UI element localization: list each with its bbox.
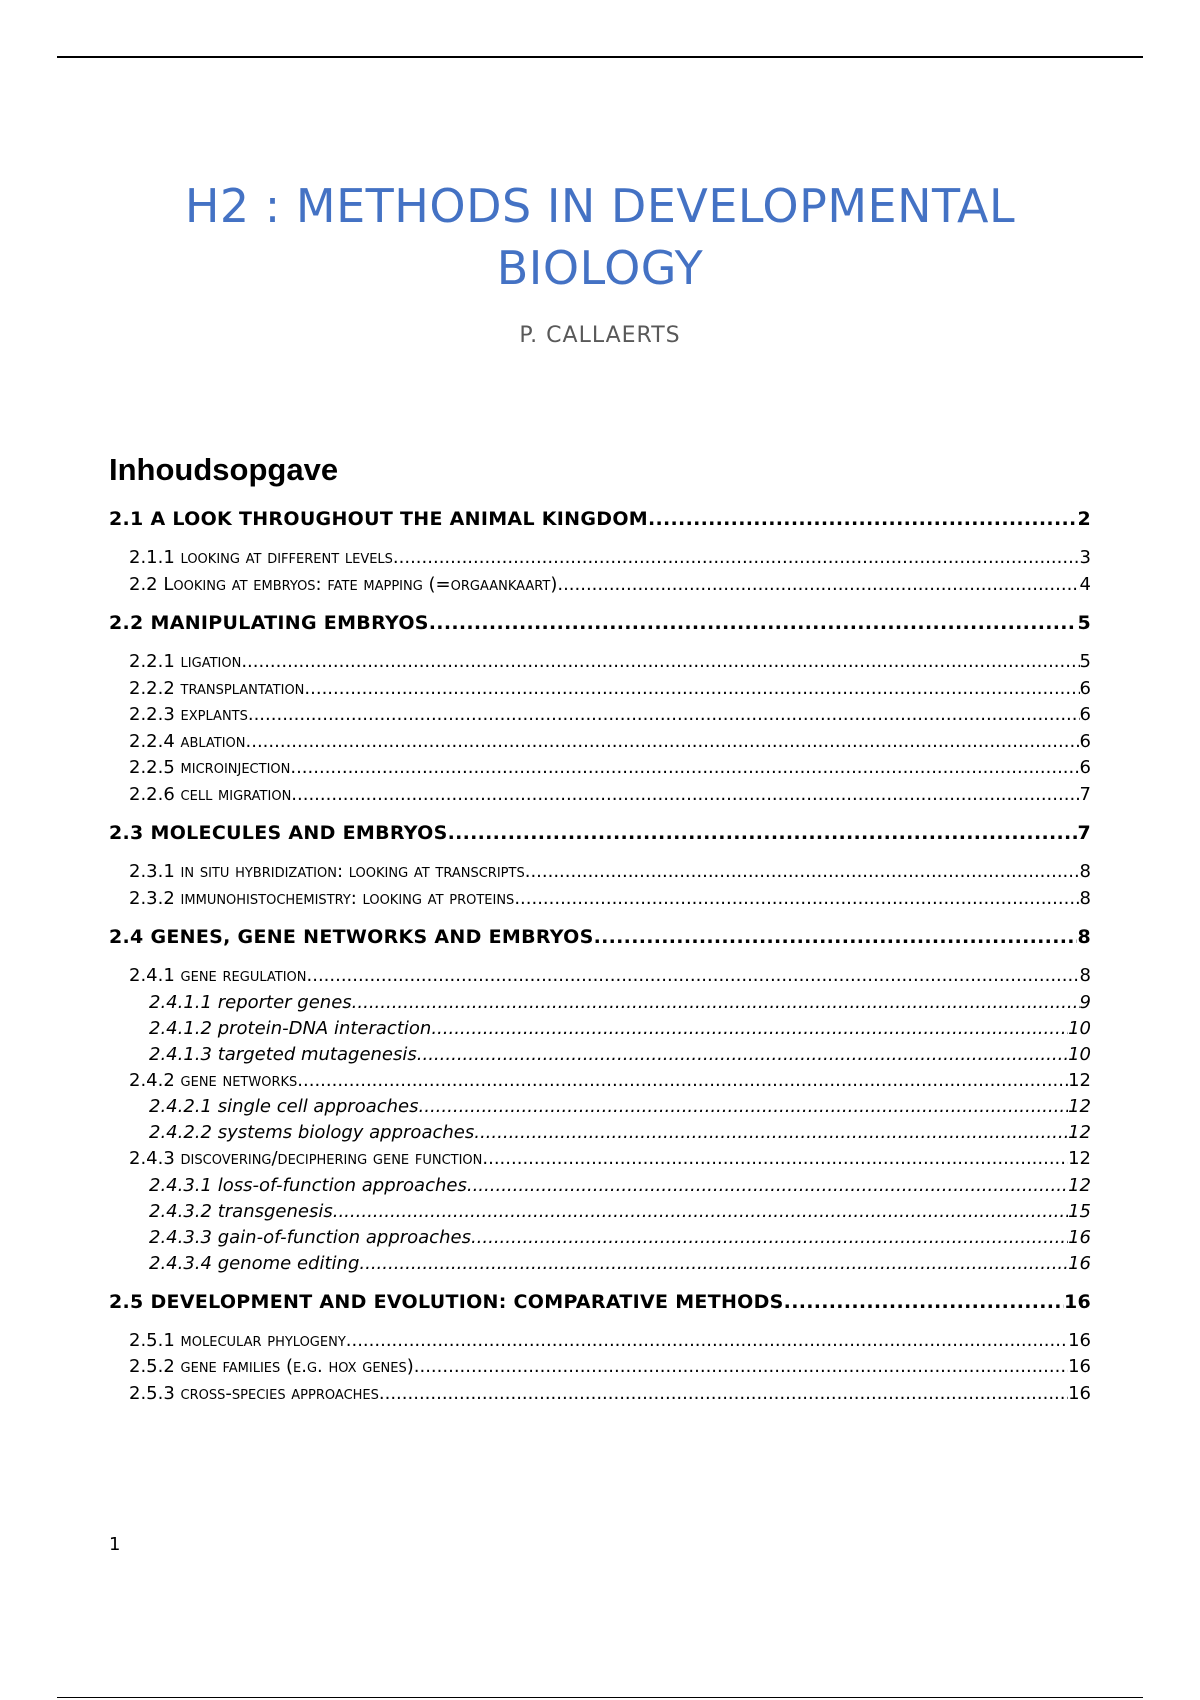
toc-entry-text: gene regulation bbox=[180, 965, 307, 986]
toc-entry-number: 2.4.1.2 bbox=[149, 1017, 212, 1039]
toc-entry-title bbox=[149, 1018, 431, 1039]
toc-subsubsection-entry[interactable] bbox=[109, 1227, 1091, 1248]
toc-dot-leader bbox=[467, 1175, 1068, 1196]
toc-subsection-entry[interactable] bbox=[109, 1356, 1091, 1377]
toc-entry-text: gene families (e.g. hox genes) bbox=[180, 1356, 414, 1377]
toc-entry-number: 2.4 bbox=[109, 926, 144, 948]
toc-page-number: 8 bbox=[1077, 926, 1091, 948]
toc-entry-number: 2.1.1 bbox=[129, 547, 175, 568]
toc-entry-number: 2.5.2 bbox=[129, 1356, 175, 1377]
toc-entry-title bbox=[129, 1070, 297, 1091]
toc-entry-title bbox=[149, 1122, 474, 1143]
toc-entry-title bbox=[129, 547, 393, 568]
toc-dot-leader bbox=[594, 926, 1078, 948]
toc-entry-title bbox=[129, 1383, 379, 1404]
toc-dot-leader bbox=[352, 992, 1080, 1013]
toc-page-number: 6 bbox=[1079, 704, 1091, 725]
toc-entry-number: 2.3 bbox=[109, 822, 144, 844]
toc-page-number: 12 bbox=[1068, 1174, 1091, 1196]
toc-dot-leader bbox=[419, 1096, 1069, 1117]
toc-entry-text: looking at different levels bbox=[180, 547, 393, 568]
toc-page-number: 6 bbox=[1079, 757, 1091, 778]
toc-entry-number: 2.4.3.2 bbox=[149, 1200, 212, 1222]
toc-entry-text: MANIPULATING EMBRYOS bbox=[150, 612, 429, 634]
toc-subsection-entry[interactable] bbox=[109, 731, 1091, 752]
toc-dot-leader bbox=[393, 547, 1080, 568]
toc-dot-leader bbox=[346, 1330, 1068, 1351]
toc-subsection-entry[interactable] bbox=[109, 888, 1091, 909]
toc-entry-title bbox=[129, 861, 525, 882]
toc-dot-leader bbox=[297, 1070, 1068, 1091]
toc-page-number: 10 bbox=[1068, 1043, 1091, 1065]
toc-dot-leader bbox=[241, 651, 1079, 672]
toc-entry-text: microinjection bbox=[180, 757, 291, 778]
toc-subsubsection-entry[interactable] bbox=[109, 1253, 1091, 1274]
toc-page-number: 12 bbox=[1068, 1069, 1091, 1091]
toc-entry-number: 2.4.2.2 bbox=[149, 1122, 212, 1143]
toc-entry-number: 2.2.2 bbox=[129, 677, 175, 699]
toc-page-number: 3 bbox=[1079, 547, 1091, 568]
toc-dot-leader bbox=[290, 757, 1079, 778]
toc-entry-title bbox=[129, 731, 246, 752]
toc-section-entry[interactable] bbox=[109, 508, 1091, 530]
toc-entry-text: MOLECULES AND EMBRYOS bbox=[150, 822, 448, 844]
toc-entry-text: discovering/deciphering gene function bbox=[180, 1148, 483, 1169]
toc-entry-title bbox=[129, 784, 291, 805]
toc-page-number: 12 bbox=[1068, 1122, 1091, 1143]
toc-subsection-entry[interactable] bbox=[109, 704, 1091, 725]
toc-entry-text: explants bbox=[180, 704, 248, 725]
toc-dot-leader bbox=[784, 1291, 1064, 1313]
toc-entry-title bbox=[129, 757, 290, 778]
document-title: H2 : METHODS IN DEVELOPMENTAL BIOLOGY bbox=[184, 179, 1016, 295]
toc-section-entry[interactable] bbox=[109, 926, 1091, 948]
toc-entry-title bbox=[109, 926, 594, 948]
toc-entry-number: 2.3.2 bbox=[129, 887, 175, 909]
toc-entry-text: transgenesis bbox=[217, 1200, 333, 1222]
toc-page-number: 16 bbox=[1068, 1252, 1091, 1274]
toc-entry-title bbox=[109, 612, 429, 634]
toc-entry-title bbox=[149, 1044, 417, 1065]
toc-entry-text: reporter genes bbox=[217, 991, 352, 1013]
toc-entry-text: cross-species approaches bbox=[180, 1382, 379, 1404]
toc-page-number: 5 bbox=[1077, 612, 1091, 634]
toc-dot-leader bbox=[431, 1018, 1068, 1039]
toc-subsection-entry[interactable] bbox=[109, 574, 1091, 595]
toc-page-number: 16 bbox=[1068, 1356, 1091, 1377]
toc-section-entry[interactable] bbox=[109, 1291, 1091, 1313]
toc-entry-text: protein-DNA interaction bbox=[217, 1017, 432, 1039]
toc-subsubsection-entry[interactable] bbox=[109, 1122, 1091, 1143]
toc-entry-text: Looking at embryos: fate mapping (=orgaankaart) bbox=[163, 573, 558, 595]
toc-entry-title bbox=[129, 574, 557, 595]
toc-entry-title bbox=[129, 965, 307, 986]
document-author: P. CALLAERTS bbox=[519, 323, 681, 348]
toc-subsection-entry[interactable] bbox=[109, 651, 1091, 672]
toc-dot-leader bbox=[359, 1253, 1068, 1274]
toc-entry-text: ablation bbox=[180, 730, 246, 752]
toc-dot-leader bbox=[648, 508, 1077, 530]
toc-entry-title bbox=[109, 1291, 784, 1313]
footer-rule bbox=[57, 1697, 1143, 1698]
toc-entry-text: A LOOK THROUGHOUT THE ANIMAL KINGDOM bbox=[150, 508, 648, 530]
toc-entry-title bbox=[129, 704, 248, 725]
toc-dot-leader bbox=[248, 704, 1080, 725]
toc-entry-number: 2.4.1.3 bbox=[149, 1043, 212, 1065]
toc-entry-text: systems biology approaches bbox=[217, 1122, 475, 1143]
toc-entry-title bbox=[109, 508, 648, 530]
toc-subsubsection-entry[interactable] bbox=[109, 1044, 1091, 1065]
toc-dot-leader bbox=[482, 1148, 1068, 1169]
toc-page-number: 8 bbox=[1079, 965, 1091, 986]
toc-entry-text: ligation bbox=[180, 651, 242, 672]
toc-page-number: 8 bbox=[1079, 861, 1091, 882]
toc-entry-title bbox=[149, 1253, 359, 1274]
toc-entry-text: in situ hybridization: looking at transcripts bbox=[180, 861, 525, 882]
toc-dot-leader bbox=[307, 965, 1080, 986]
toc-entry-number: 2.2.4 bbox=[129, 730, 175, 752]
toc-subsection-entry[interactable] bbox=[109, 1148, 1091, 1169]
toc-entry-text: DEVELOPMENT AND EVOLUTION: COMPARATIVE METHODS bbox=[150, 1290, 784, 1313]
toc-page-number: 10 bbox=[1068, 1017, 1091, 1039]
toc-entry-text: molecular phylogeny bbox=[180, 1329, 346, 1351]
toc-subsection-entry[interactable] bbox=[109, 965, 1091, 986]
toc-entry-number: 2.4.2.1 bbox=[149, 1096, 212, 1117]
toc-entry-text: gain-of-function approaches bbox=[217, 1226, 471, 1248]
toc-entry-number: 2.2.1 bbox=[129, 651, 175, 672]
toc-dot-leader bbox=[304, 678, 1079, 699]
toc-entry-title bbox=[129, 678, 304, 699]
toc-entry-number: 2.1 bbox=[109, 508, 144, 530]
toc-entry-title bbox=[129, 1356, 414, 1377]
toc-dot-leader bbox=[417, 1044, 1068, 1065]
toc-heading: Inhoudsopgave bbox=[109, 452, 339, 487]
toc-subsubsection-entry[interactable] bbox=[109, 992, 1091, 1013]
toc-page-number: 7 bbox=[1077, 822, 1091, 844]
toc-entry-text: gene networks bbox=[180, 1069, 298, 1091]
toc-page-number: 4 bbox=[1079, 573, 1091, 595]
toc-entry-number: 2.4.3.3 bbox=[149, 1226, 212, 1248]
toc-entry-number: 2.4.1.1 bbox=[149, 991, 212, 1013]
toc-dot-leader bbox=[333, 1201, 1068, 1222]
toc-subsection-entry[interactable] bbox=[109, 1070, 1091, 1091]
toc-page-number: 16 bbox=[1068, 1226, 1091, 1248]
toc-entry-number: 2.4.1 bbox=[129, 965, 175, 986]
toc-section-entry[interactable] bbox=[109, 822, 1091, 844]
toc-entry-title bbox=[129, 888, 514, 909]
toc-dot-leader bbox=[414, 1356, 1068, 1377]
toc-section-entry[interactable] bbox=[109, 612, 1091, 634]
toc-subsubsection-entry[interactable] bbox=[109, 1201, 1091, 1222]
toc-page-number: 7 bbox=[1079, 783, 1091, 805]
toc-entry-text: single cell approaches bbox=[217, 1096, 419, 1117]
toc-entry-title bbox=[149, 992, 352, 1013]
page-number: 1 bbox=[109, 1534, 121, 1555]
toc-dot-leader bbox=[448, 822, 1078, 844]
toc-page-number: 16 bbox=[1068, 1382, 1091, 1404]
toc-dot-leader bbox=[525, 861, 1080, 882]
toc-dot-leader bbox=[291, 784, 1079, 805]
toc-entry-number: 2.2.3 bbox=[129, 704, 175, 725]
toc-dot-leader bbox=[379, 1383, 1068, 1404]
toc-subsection-entry[interactable] bbox=[109, 547, 1091, 568]
toc-page-number: 16 bbox=[1063, 1290, 1091, 1313]
toc-entry-title bbox=[149, 1175, 467, 1196]
toc-subsubsection-entry[interactable] bbox=[109, 1096, 1091, 1117]
toc-subsection-entry[interactable] bbox=[109, 1330, 1091, 1351]
toc-entry-text: cell migration bbox=[180, 783, 292, 805]
toc-entry-number: 2.4.3.4 bbox=[149, 1252, 212, 1274]
toc-entry-title bbox=[129, 651, 241, 672]
toc-entry-number: 2.5.1 bbox=[129, 1329, 175, 1351]
toc-entry-title bbox=[149, 1227, 471, 1248]
toc-entry-text: targeted mutagenesis bbox=[217, 1043, 417, 1065]
toc-page-number: 9 bbox=[1079, 991, 1091, 1013]
toc-dot-leader bbox=[429, 612, 1078, 634]
toc-subsubsection-entry[interactable] bbox=[109, 1018, 1091, 1039]
toc-page-number: 8 bbox=[1079, 887, 1091, 909]
toc-subsection-entry[interactable] bbox=[109, 1383, 1091, 1404]
toc-page-number: 12 bbox=[1068, 1148, 1091, 1169]
toc-entry-title bbox=[149, 1096, 419, 1117]
toc-entry-number: 2.4.3 bbox=[129, 1148, 175, 1169]
toc-page-number: 2 bbox=[1077, 508, 1091, 530]
toc-entry-number: 2.2 bbox=[109, 612, 144, 634]
toc-entry-text: genome editing bbox=[217, 1252, 360, 1274]
toc-page-number: 6 bbox=[1079, 730, 1091, 752]
toc-entry-title bbox=[129, 1330, 346, 1351]
toc-subsection-entry[interactable] bbox=[109, 678, 1091, 699]
toc-entry-text: loss-of-function approaches bbox=[217, 1174, 467, 1196]
toc-entry-number: 2.5 bbox=[109, 1290, 144, 1313]
toc-page-number: 15 bbox=[1068, 1200, 1091, 1222]
toc-entry-text: GENES, GENE NETWORKS AND EMBRYOS bbox=[150, 926, 594, 948]
toc-entry-number: 2.4.3.1 bbox=[149, 1174, 212, 1196]
toc-entry-number: 2.2.5 bbox=[129, 757, 175, 778]
toc-subsection-entry[interactable] bbox=[109, 757, 1091, 778]
toc-page-number: 16 bbox=[1068, 1329, 1091, 1351]
toc-dot-leader bbox=[474, 1122, 1068, 1143]
toc-subsection-entry[interactable] bbox=[109, 784, 1091, 805]
toc-page-number: 12 bbox=[1068, 1096, 1091, 1117]
toc-entry-number: 2.2.6 bbox=[129, 783, 175, 805]
toc-entry-number: 2.2 bbox=[129, 573, 158, 595]
toc-dot-leader bbox=[557, 574, 1079, 595]
toc-entry-title bbox=[149, 1201, 333, 1222]
toc-entry-text: immunohistochemistry: looking at proteins bbox=[180, 887, 515, 909]
toc-entry-number: 2.3.1 bbox=[129, 861, 175, 882]
toc-page-number: 6 bbox=[1079, 677, 1091, 699]
toc-entry-number: 2.5.3 bbox=[129, 1382, 175, 1404]
toc-dot-leader bbox=[471, 1227, 1068, 1248]
toc-entry-title bbox=[129, 1148, 482, 1169]
toc-entry-text: transplantation bbox=[180, 677, 305, 699]
header-rule bbox=[57, 56, 1143, 58]
toc-dot-leader bbox=[514, 888, 1079, 909]
toc-subsection-entry[interactable] bbox=[109, 861, 1091, 882]
toc-entry-number: 2.4.2 bbox=[129, 1069, 175, 1091]
toc-entry-title bbox=[109, 822, 448, 844]
toc-dot-leader bbox=[246, 731, 1080, 752]
toc-subsubsection-entry[interactable] bbox=[109, 1175, 1091, 1196]
toc-page-number: 5 bbox=[1079, 651, 1091, 672]
